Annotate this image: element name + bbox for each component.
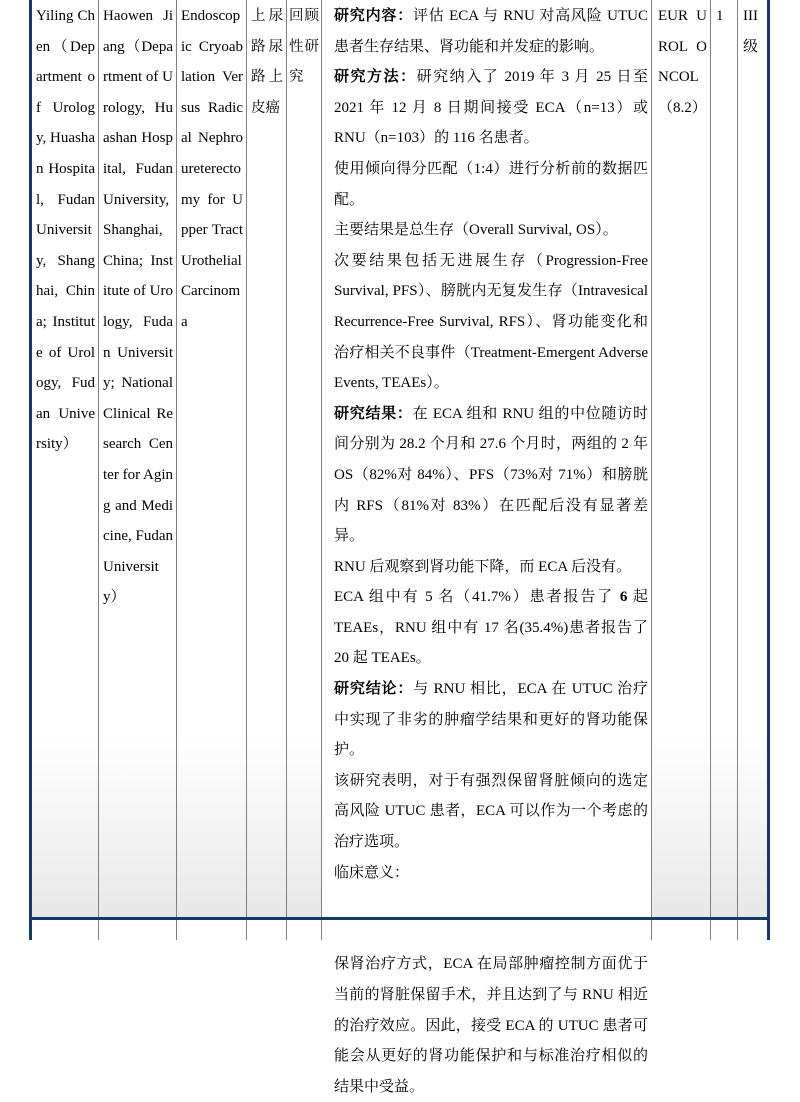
cell-article-count: 1 (711, 0, 738, 917)
stub-cell (322, 920, 652, 940)
next-table-row-partial (29, 920, 770, 940)
stub-cell (177, 920, 247, 940)
literature-summary-table (29, 0, 770, 1095)
summary-paragraph (334, 766, 648, 858)
stub-cell (99, 920, 177, 940)
cell-disease: 上尿路尿路上皮癌 (247, 0, 287, 917)
summary-text: 临床意义： (334, 864, 410, 881)
summary-text: 研究纳入了 2019 年 3 月 25 日至 2021 年 12 月 8 日期间接受 ECA（n=13）或 RNU（n=103）的 116 名患者。 (334, 69, 648, 147)
summary-paragraph (334, 246, 648, 399)
summary-section-label: 研究方法： (334, 69, 417, 86)
summary-text: 使用倾向得分匹配（1:4）进行分析前的数据匹配。 (334, 160, 648, 208)
cell-study-summary (322, 0, 652, 1095)
cell-evidence-level: III 级 (743, 8, 759, 55)
stub-cell (32, 920, 99, 940)
summary-text: ECA 组中有 5 名（41.7%）患者报告了 (334, 589, 620, 606)
cell-corresponding-author: Haowen Jiang（Department of Urology, Huashan Hospital, Fudan University, Shanghai, China; Institute of Urology, Fudan University; National Clinical Research Center for Aging and Medicine, Fudan University） (99, 0, 177, 917)
summary-text: 评估 ECA 与 RNU 对高风险 UTUC 患者生存结果、肾功能和并发症的影响。 (334, 8, 648, 55)
summary-paragraph (334, 62, 648, 154)
cell-article-title: Endoscopic Cryoablation Versus Radical Nephroureterectomy for Upper Tract Urothelial Carcinoma (177, 0, 247, 917)
summary-paragraph (334, 674, 648, 766)
summary-text: RNU 后观察到肾功能下降，而 ECA 后没有。 (334, 558, 632, 575)
stub-cell (652, 920, 711, 940)
summary-section-label: 研究结果： (334, 405, 413, 422)
summary-paragraph (334, 888, 648, 919)
summary-paragraph (334, 399, 648, 552)
summary-text: 主要结果是总生存（Overall Survival, OS）。 (334, 222, 618, 239)
summary-paragraph (334, 154, 648, 215)
summary-section-label: 研究内容： (334, 8, 413, 24)
summary-text: 次要结果包括无进展生存（Progression-Free Survival, PFS）、膀胱内无复发生存（Intravesical Recurrence-Free Survival, RFS）、肾功能变化和治疗相关不良事件（Treatment-Emergent Adverse Events, TEAEs）。 (334, 252, 648, 392)
summary-paragraph (334, 919, 648, 1102)
summary-section-label: 6 (619, 589, 628, 606)
cell-study-type: 回顾性研究 (287, 0, 322, 917)
table-row (29, 0, 770, 1095)
summary-text: 保肾治疗方式，ECA 在局部肿瘤控制方面优于当前的肾脏保留手术，并且达到了与 RNU 相近的治疗效应。因此，接受 ECA 的 UTUC 患者可能会从更好的肾功能保护和与标准治疗相似的结果中受益。 (334, 956, 648, 1095)
cell-journal: EUR UROL ONCOL（8.2） (652, 0, 711, 917)
summary-text: 起 TEAEs，RNU 组中有 17 名(35.4%)患者报告了 20 起 TEAEs。 (334, 589, 648, 667)
summary-paragraph (334, 858, 648, 889)
summary-paragraph (334, 215, 648, 246)
summary-paragraph (334, 1, 648, 62)
stub-cell (287, 920, 322, 940)
summary-text: 该研究表明，对于有强烈保留肾脏倾向的选定高风险 UTUC 患者，ECA 可以作为一个考虑的治疗选项。 (334, 772, 648, 851)
summary-text: 与 RNU 相比，ECA 在 UTUC 治疗中实现了非劣的肿瘤学结果和更好的肾功能保护。 (334, 681, 648, 759)
cell-first-author: Yiling Chen（Department of Urology, Huashan Hospital, Fudan University, Shanghai, China; Institute of Urology, Fudan University） (32, 0, 99, 917)
summary-paragraph (334, 552, 648, 583)
summary-paragraph (334, 582, 648, 674)
summary-text: 在 ECA 组和 RNU 组的中位随访时间分别为 28.2 个月和 27.6 个月时，两组的 2 年 OS（82%对 84%）、PFS（73%对 71%）和膀胱内 RFS（81%对 83%）在匹配后没有显著差异。 (334, 405, 648, 545)
stub-cell (738, 920, 767, 940)
stub-cell (247, 920, 287, 940)
stub-cell (711, 920, 738, 940)
summary-section-label: 研究结论： (334, 681, 414, 698)
